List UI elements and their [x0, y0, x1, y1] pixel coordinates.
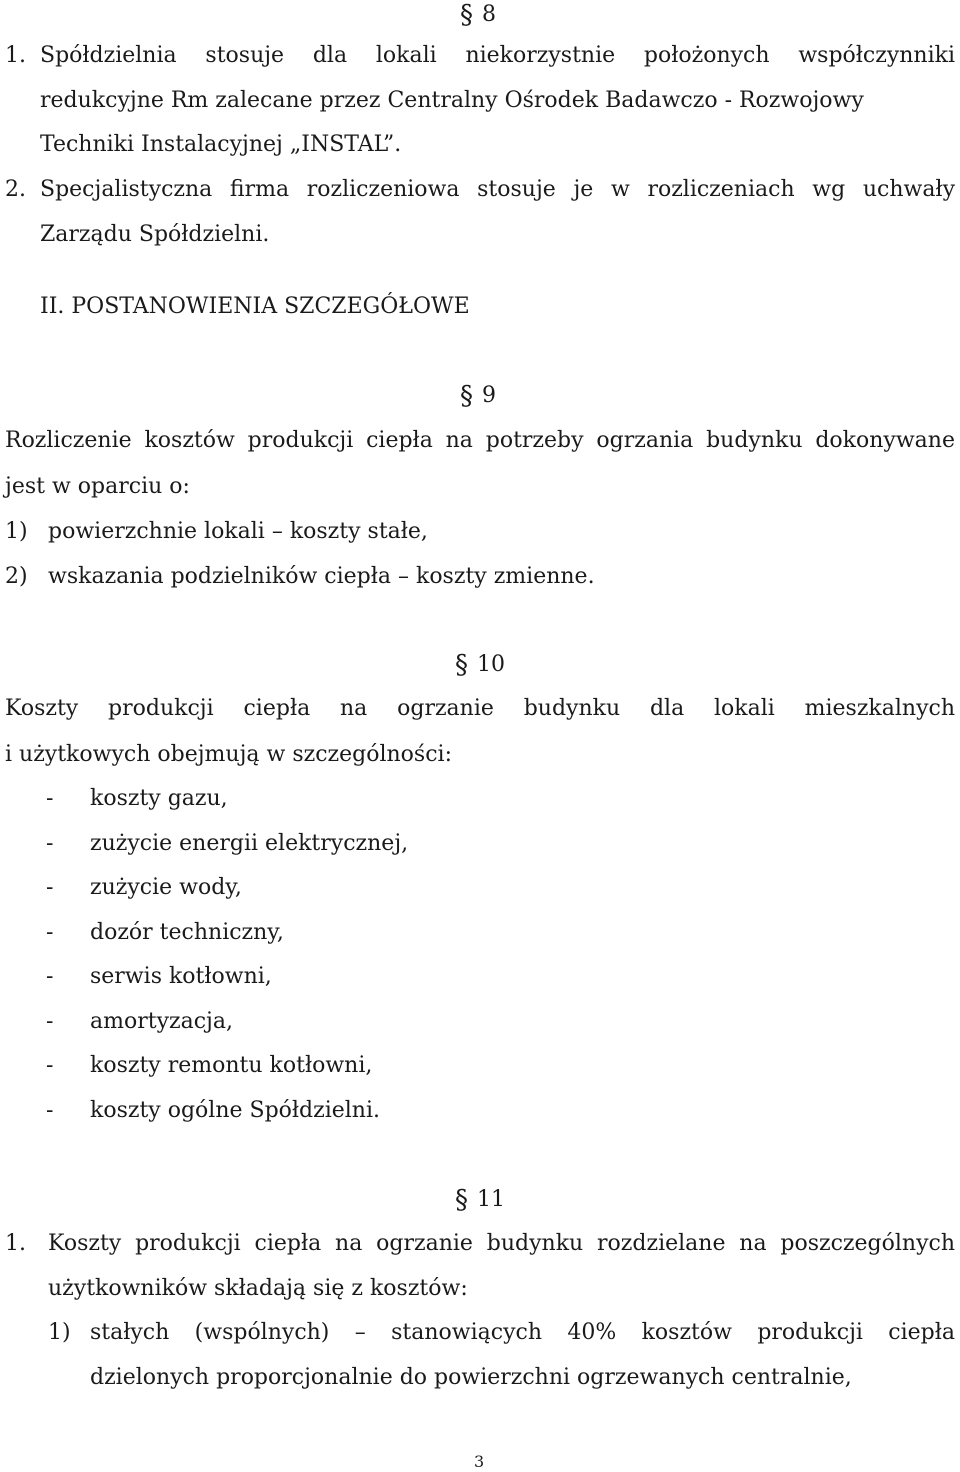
paragraph-line: Zarządu Spółdzielni.	[40, 222, 270, 247]
paragraph-line: Koszty produkcji ciepła na ogrzanie budynku dla lokali mieszkalnych	[5, 696, 955, 721]
list-item: zużycie wody,	[90, 875, 242, 900]
item-number: 1)	[5, 519, 28, 544]
list-item: amortyzacja,	[90, 1009, 233, 1034]
section-symbol: §	[460, 381, 473, 411]
paragraph-line: i użytkowych obejmują w szczególności:	[5, 742, 452, 767]
list-item: serwis kotłowni,	[90, 964, 272, 989]
section-symbol: §	[455, 1185, 468, 1215]
item-number: 2)	[5, 564, 28, 589]
bullet: -	[46, 1053, 54, 1078]
paragraph-line: Koszty produkcji ciepła na ogrzanie budynku rozdzielane na poszczególnych	[48, 1231, 955, 1256]
list-item: koszty remontu kotłowni,	[90, 1053, 373, 1078]
bullet: -	[46, 964, 54, 989]
list-item: koszty gazu,	[90, 786, 228, 811]
section-symbol: §	[455, 650, 468, 680]
bullet: -	[46, 875, 54, 900]
section-number-9: 9	[482, 383, 496, 408]
paragraph-line: Spółdzielnia stosuje dla lokali niekorzystnie położonych współczynniki	[40, 43, 955, 68]
item-number: 1.	[5, 1231, 26, 1256]
paragraph-line: redukcyjne Rm zalecane przez Centralny Ośrodek Badawczo - Rozwojowy	[40, 88, 864, 113]
bullet: -	[46, 1009, 54, 1034]
paragraph-line: dzielonych proporcjonalnie do powierzchni ogrzewanych centralnie,	[90, 1365, 852, 1390]
section-symbol: §	[460, 0, 473, 30]
section-number-8: 8	[482, 2, 496, 27]
paragraph-line: Techniki Instalacyjnej „INSTAL”.	[40, 132, 402, 157]
paragraph-line: stałych (wspólnych) – stanowiących 40% kosztów produkcji ciepła	[90, 1320, 955, 1345]
paragraph-line: Specjalistyczna firma rozliczeniowa stosuje je w rozliczeniach wg uchwały	[40, 177, 955, 202]
item-number: 1.	[5, 43, 26, 68]
list-item: koszty ogólne Spółdzielni.	[90, 1098, 381, 1123]
list-item: zużycie energii elektrycznej,	[90, 831, 409, 856]
bullet: -	[46, 1098, 54, 1123]
list-item: dozór techniczny,	[90, 920, 284, 945]
bullet: -	[46, 831, 54, 856]
paragraph-line: jest w oparciu o:	[5, 474, 190, 499]
paragraph-line: Rozliczenie kosztów produkcji ciepła na potrzeby ogrzania budynku dokonywane	[5, 428, 955, 453]
page-number: 3	[474, 1452, 485, 1471]
list-item: powierzchnie lokali – koszty stałe,	[48, 519, 428, 544]
part-heading: II. POSTANOWIENIA SZCZEGÓŁOWE	[40, 294, 470, 319]
section-number-10: 10	[477, 652, 505, 677]
section-number-11: 11	[477, 1187, 505, 1212]
bullet: -	[46, 786, 54, 811]
bullet: -	[46, 920, 54, 945]
paragraph-line: użytkowników składają się z kosztów:	[48, 1276, 468, 1301]
item-number: 2.	[5, 177, 26, 202]
item-number: 1)	[48, 1320, 71, 1345]
list-item: wskazania podzielników ciepła – koszty zmienne.	[48, 564, 595, 589]
